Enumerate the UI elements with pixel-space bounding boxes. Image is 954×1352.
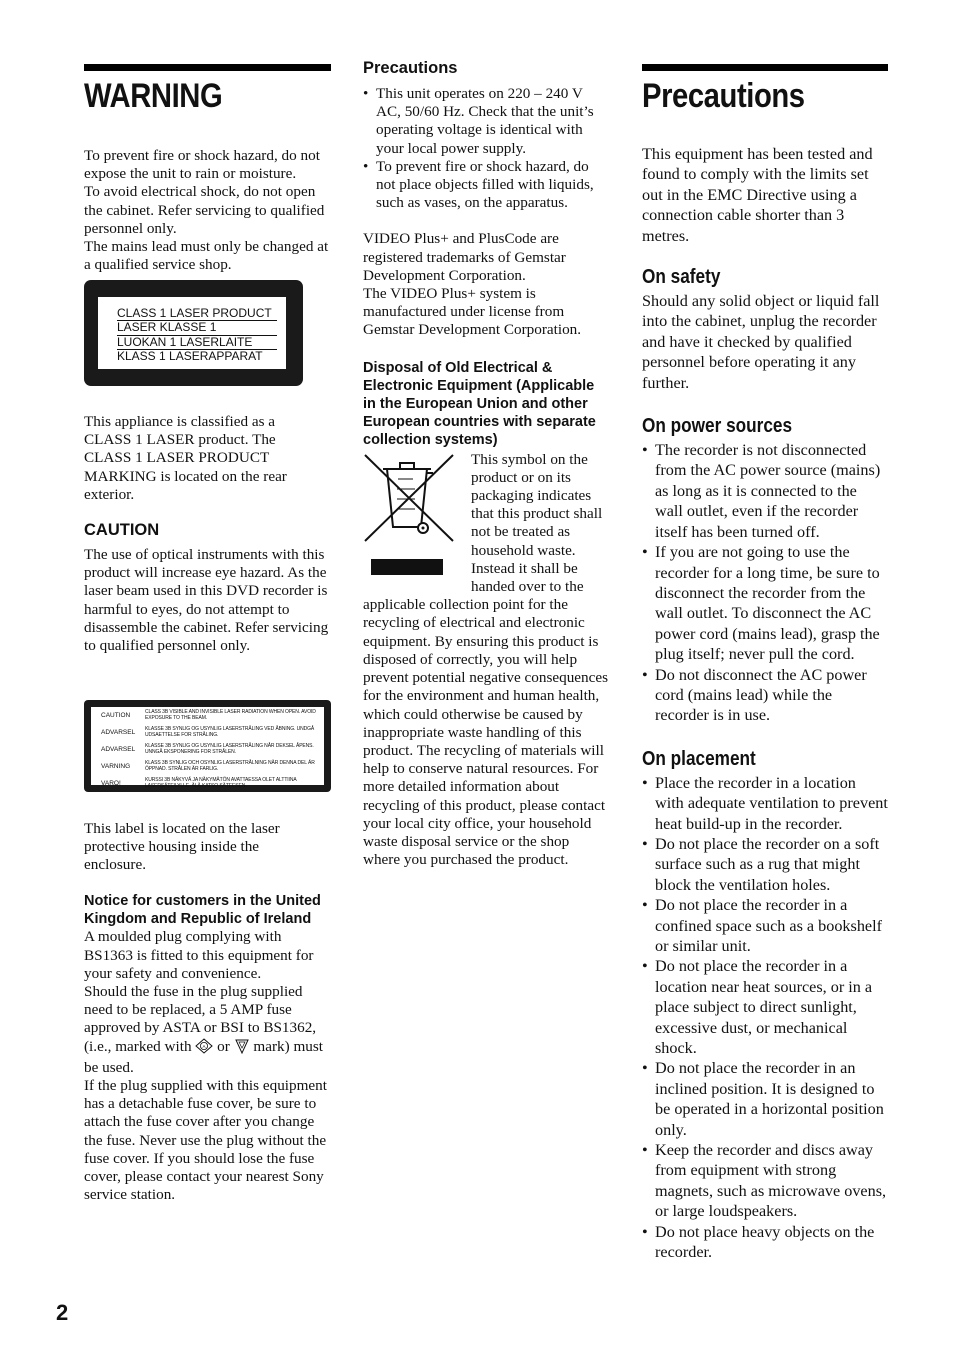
uk-notice-para-1: A moulded plug complying with BS1363 is fitted to this equipment for your safety and convenience.: [84, 928, 314, 982]
power-bullet: • Do not disconnect the AC power cord (mains lead) while the recorder is in use.: [642, 665, 888, 726]
warning-label-lang: VARNING: [101, 763, 131, 770]
trademark-para-2: The VIDEO Plus+ system is manufactured under license from Gemstar Development Corporation.: [363, 285, 582, 339]
placement-bullets: [642, 773, 888, 1263]
precautions-title: Precautions: [642, 77, 805, 115]
precautions-bullets: [363, 85, 609, 212]
placement-bullet: • Do not place the recorder on a soft surface such as a rug that might block the ventilation holes.: [642, 834, 888, 895]
placement-bullet: • Do not place the recorder in a location near heat sources, or in a place subject to direct sunlight, excessive dust, or mechanical shock.: [642, 956, 888, 1058]
disposal-heading: Disposal of Old Electrical & Electronic Equipment (Applicable in the European Union and other European countries with separate collection systems): [363, 359, 596, 449]
placement-bullet: • Place the recorder in a location with adequate ventilation to prevent heat build-up in the recorder.: [642, 773, 888, 834]
uk-notice-section: [84, 892, 331, 1204]
warning-label-row: [101, 709, 318, 723]
uk-notice-para-3: If the plug supplied with this equipment has a detachable fuse cover, be sure to attach the fuse cover after you change the fuse. Never use the plug without the fuse cover. If you should lose the fuse cover, please contact your nearest Sony service station.: [84, 1077, 327, 1204]
warning-label-text: CLASS 3B VISIBLE AND INVISIBLE LASER RADIATION WHEN OPEN. AVOID EXPOSURE TO THE BEAM.: [145, 709, 316, 721]
laser-line-1: CLASS 1 LASER PRODUCT: [117, 307, 277, 321]
warning-label-text: KLASSE 3B SYNLIG OG USYNLIG LASERSTRÅLING NÅR DEKSEL ÅPENS. UNNGÅ EKSPONERING FOR STRÅLEN.: [145, 743, 314, 755]
warning-label-row: [101, 777, 318, 791]
warning-label-row: [101, 726, 318, 740]
trademark-notice: [363, 230, 609, 339]
laser-line-4: KLASS 1 LASERAPPARAT: [117, 348, 263, 363]
column-precautions: [642, 64, 888, 1263]
warning-rule: [84, 64, 331, 71]
caution-text: The use of optical instruments with this product will increase eye hazard. As the laser beam used in this DVD recorder is harmful to eyes, do not attempt to disassemble the cabinet. Refer servicing to qualified personnel only.: [84, 546, 329, 655]
intro-line-3: The mains lead must only be changed at a qualified service shop.: [84, 238, 329, 274]
class-text: This appliance is classified as a CLASS 1 LASER product. The CLASS 1 LASER PRODUCT MARKING is located on the rear exterior.: [84, 413, 287, 503]
warning-label-row: [101, 760, 318, 774]
class1-laser-label: [84, 280, 303, 386]
uk-notice-para-2a: Should the fuse in the plug supplied need to be replaced, a 5 AMP fuse approved by ASTA or BSI to BS1362, (i.e., marked with: [84, 983, 317, 1055]
bsi-kitemark-icon: [234, 1038, 250, 1059]
label-location-text: This label is located on the laser protective housing inside the enclosure.: [84, 820, 280, 874]
svg-text:A: A: [202, 1043, 206, 1049]
on-safety-heading: On safety: [642, 266, 721, 289]
uk-notice-body: [84, 928, 331, 1204]
on-placement-heading: On placement: [642, 747, 756, 770]
uk-notice-or: or: [217, 1037, 230, 1055]
placement-bullet: • Do not place the recorder in an inclined position. It is designed to be operated in a horizontal position only.: [642, 1058, 888, 1140]
on-power-sources-heading: On power sources: [642, 415, 793, 438]
warning-label-text: KLASS 3B SYNLIG OCH OSYNLIG LASERSTRÅLNING NÄR DENNA DEL ÄR ÖPPNAD. STRÅLEN ÄR FARLIG.: [145, 760, 315, 772]
laser-line-3: LUOKAN 1 LASERLAITE: [117, 336, 277, 350]
on-safety-text: Should any solid object or liquid fall into the cabinet, unplug the recorder and have it checked by qualified personnel before operating it any further.: [642, 292, 880, 392]
precautions-subheading: Precautions: [363, 59, 458, 77]
caution-heading: CAUTION: [84, 521, 160, 539]
trademark-para-1: VIDEO Plus+ and PlusCode are registered trademarks of Gemstar Development Corporation.: [363, 230, 566, 284]
laser-line-2: LASER KLASSE 1: [117, 321, 277, 335]
power-bullets: [642, 440, 888, 726]
laser-label-inner: [98, 297, 286, 369]
warning-label-lang: ADVARSEL: [101, 746, 136, 753]
warning-label-text: KLASSE 3B SYNLIG OG USYNLIG LASERSTRÅLING VED ÅBNING. UNDGÅ UDSAETTELSE FOR STRÅLING.: [145, 726, 315, 738]
caution-section: [84, 521, 331, 655]
emc-intro: This equipment has been tested and found to comply with the limits set out in the EMC Directive using a connection cable shorter than 3 metres.: [642, 145, 873, 245]
column-precautions-sub: [363, 59, 609, 869]
warning-label-lang: VARO!: [101, 780, 121, 787]
column-warning: [84, 64, 331, 274]
intro-line-2: To avoid electrical shock, do not open the cabinet. Refer servicing to qualified personnel only.: [84, 183, 325, 237]
warning-label-inner: [91, 707, 324, 789]
precautions-rule: [642, 64, 888, 71]
power-bullet: • If you are not going to use the recorder for a long time, be sure to disconnect the recorder from the wall outlet. To disconnect the AC power cord (mains lead), grasp the plug itself; never pull the cord.: [642, 542, 888, 664]
laser-warning-label: [84, 700, 331, 792]
warning-intro: [84, 147, 331, 274]
precaution-bullet: • To prevent fire or shock hazard, do not place objects filled with liquids, such as vases, on the apparatus.: [363, 158, 609, 213]
warning-label-lang: CAUTION: [101, 712, 131, 719]
uk-notice-para-2: [84, 983, 331, 1077]
placement-bullet: • Keep the recorder and discs away from equipment with strong magnets, such as microwave ovens, or large loudspeakers.: [642, 1140, 888, 1222]
placement-bullet: • Do not place the recorder in a confined space such as a bookshelf or similar unit.: [642, 895, 888, 956]
disposal-body: [363, 451, 609, 870]
crossed-out-wheelie-bin-icon: [363, 451, 467, 579]
warning-title: WARNING: [84, 77, 223, 115]
power-bullet: • The recorder is not disconnected from the AC power source (mains) as long as it is connected to the wall outlet, even if the recorder itself has been turned off.: [642, 440, 888, 542]
uk-notice-para-2b: mark) must be used.: [84, 1037, 323, 1076]
disposal-text: This symbol on the product or on its packaging indicates that this product shall not be treated as household waste. Instead it shall be handed over to the applicable collection point for the recycling of electrical and electronic equipment. By ensuring this product is disposed of correctly, you will help prevent potential negative consequences for the environment and human health, which could otherwise be caused by inappropriate waste handling of this product. The recycling of materials will help to conserve natural resources. For more detailed information about recycling of this product, please contact your local city office, your household waste disposal service or the shop where you purchased the product.: [363, 450, 609, 869]
uk-notice-heading: Notice for customers in the United Kingdom and Republic of Ireland: [84, 893, 321, 928]
warning-label-row: [101, 743, 318, 757]
placement-bullet: • Do not place heavy objects on the recorder.: [642, 1222, 888, 1263]
page-number: 2: [56, 1300, 69, 1325]
asta-mark-icon: [195, 1038, 213, 1059]
warning-label-lang: ADVARSEL: [101, 729, 136, 736]
intro-line-1: To prevent fire or shock hazard, do not expose the unit to rain or moisture.: [84, 147, 320, 183]
precaution-bullet: • This unit operates on 220 – 240 V AC, 50/60 Hz. Check that the unit’s operating voltage is identical with your local power supply.: [363, 85, 609, 158]
warning-label-text: KURSSI 3B NÄKYVÄ JA NÄKYMÄTÖN AVATTAESSA OLET ALTTIINA LASERSÄTEILYLLE. ÄLÄ KATSO SÄTEESEN.: [145, 777, 297, 789]
